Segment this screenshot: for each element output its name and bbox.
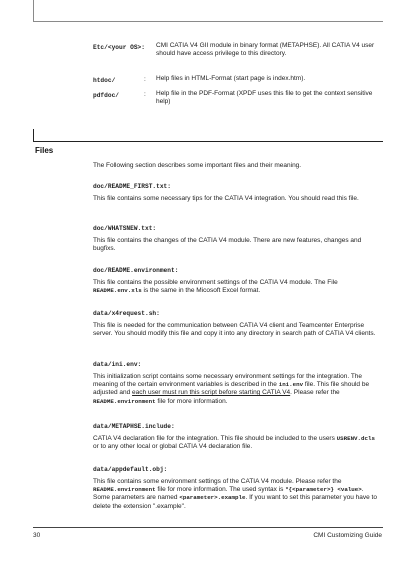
inline-code: USRENV.dcls: [336, 435, 375, 442]
footer-rule: [33, 527, 383, 528]
text-part: . Please refer the: [290, 389, 340, 397]
top-rule: [33, 21, 383, 22]
deflist-desc-htdoc: Help files in HTML-Format (start page is index.htm).: [156, 75, 306, 82]
text-part: . Some parameters are named: [93, 486, 364, 502]
entry-text: [93, 435, 378, 451]
inline-code: README.env.xls: [93, 287, 142, 295]
deflist-colon-htdoc: :: [144, 76, 146, 83]
section-title: Files: [35, 146, 54, 155]
entry-name: doc/WHATSNEW.txt:: [93, 225, 157, 232]
text-part: CATIA V4 declaration file for the integration. This file should be included to the users: [93, 435, 337, 442]
entry-readme-first: [93, 183, 378, 203]
text-part: This initialization script contains some necessary environment settings for the integration. The meaning of the certain environment variables is described in the: [93, 373, 363, 389]
deflist-colon-pdfdoc: :: [144, 91, 146, 98]
entry-name: data/x4request.sh:: [93, 310, 160, 317]
text-part: This file contains the possible environment settings of the CATIA V4 module. The File: [93, 279, 338, 286]
entry-name: doc/README_FIRST.txt:: [93, 183, 171, 190]
text-part: . If you want to set this parameter you have to delete the extension ".example".: [93, 494, 377, 510]
entry-appdefault: [93, 466, 378, 511]
entry-text: [93, 373, 378, 406]
entry-name: data/appdefault.obj:: [93, 466, 168, 473]
section-rule: [33, 141, 383, 142]
text-part: file for more information. The used syntax is: [155, 486, 286, 494]
deflist-term-pdfdoc: pdfdoc/: [93, 92, 119, 99]
text-part: file. This file should be adjusted and: [93, 381, 370, 397]
entry-whatsnew: [93, 225, 378, 253]
entry-x4request: [93, 310, 378, 338]
footer-title: CMI Customizing Guide: [313, 532, 382, 539]
entry-text: This file contains some necessary tips for the CATIA V4 integration. You should read this file.: [93, 195, 359, 202]
section-intro: The Following section describes some important files and their meaning.: [93, 162, 302, 169]
deflist-term-htdoc: htdoc/: [93, 77, 116, 84]
top-margin-tick: [33, 0, 34, 21]
text-part: This file contains some environment settings of the CATIA V4 module. Please refer the: [93, 478, 342, 485]
entry-ini-env: [93, 361, 378, 406]
deflist-desc-etc: CMI CATIA V4 GII module in binary format (METAPHSE). All CATIA V4 user should have access privilege to this directory.: [156, 42, 375, 58]
deflist-term-etc: Etc/<your OS>:: [93, 44, 145, 51]
inline-code: <parameter>.example: [179, 494, 246, 502]
entry-text: [93, 478, 378, 511]
entry-name: doc/README.environment:: [93, 267, 179, 274]
inline-code: README.environment: [93, 397, 156, 405]
entry-name: data/METAPHSE.include:: [93, 423, 175, 430]
inline-code: README.environment: [93, 486, 156, 494]
page-number: 30: [33, 532, 41, 539]
underlined-text: each user must run this script before starting CATIA V4: [132, 389, 291, 397]
entry-text: [93, 279, 378, 295]
inline-code: *{<parameter>} <value>: [285, 486, 362, 494]
entry-text: This file contains the changes of the CATIA V4 module. There are new features, changes and bugfixs.: [93, 237, 362, 253]
text-part: is the same in the Micosoft Excel format.: [141, 287, 261, 295]
entry-text: This file is needed for the communication between CATIA V4 client and Teamcenter Enterprise server. You should modify this file and copy it into any directory in search path of CATIA V4 clients.: [93, 322, 376, 338]
entry-readme-environment: [93, 267, 378, 295]
text-part: or to any other local or global CATIA V4 declaration file.: [93, 443, 253, 451]
deflist-desc-pdfdoc: Help file in the PDF-Format (XPDF uses this file to get the context sensitive help): [156, 90, 373, 106]
entry-metaphse-include: [93, 423, 378, 451]
text-part: file for more information.: [155, 397, 228, 405]
inline-code: ini.env: [278, 381, 304, 389]
entry-name: data/ini.env:: [93, 361, 142, 368]
